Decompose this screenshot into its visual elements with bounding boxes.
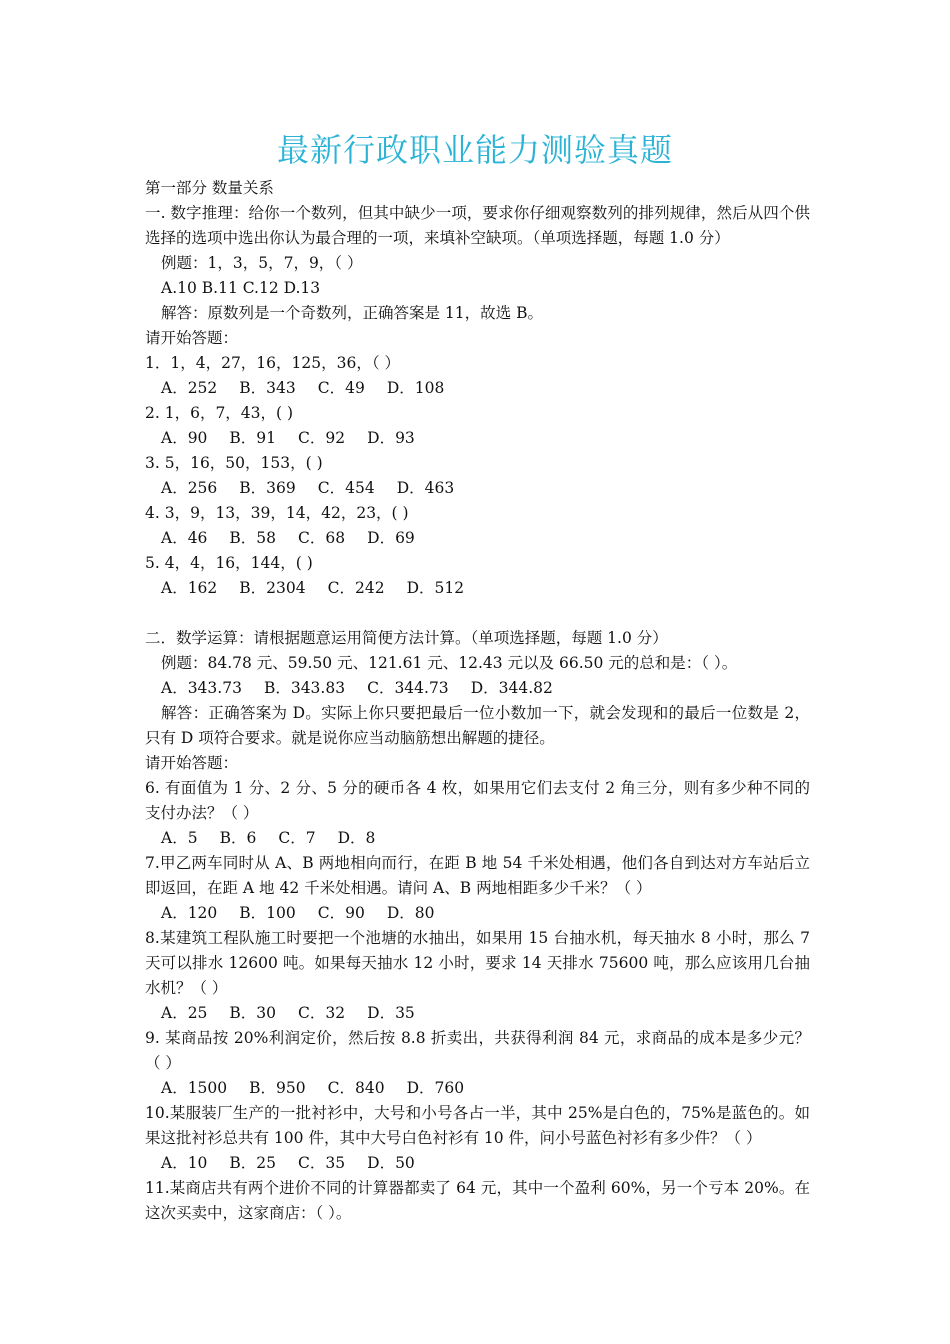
option-b: B．369 [239, 479, 296, 497]
question-9: 9. 某商品按 20%利润定价，然后按 8.8 折卖出，共获得利润 84 元，求商品的成本是多少元？（ ） [145, 1029, 810, 1072]
option-b: B．100 [239, 904, 296, 922]
part1-example: 例题：1，3，5，7，9，（ ） [161, 254, 363, 272]
option-d: D．50 [367, 1154, 415, 1172]
question-8: 8.某建筑工程队施工时要把一个池塘的水抽出，如果用 15 台抽水机，每天抽水 8 小时，那么 7 天可以排水 12600 吨。如果每天抽水 12 小时，要求 14 天排水 75600 吨，那么应该用几台抽水机？（ ） [145, 929, 810, 997]
option-a: A．256 [161, 479, 218, 497]
question-6: 6. 有面值为 1 分、2 分、5 分的硬币各 4 枚，如果用它们去支付 2 角三分，则有多少种不同的支付办法？（ ） [145, 779, 810, 822]
question-7: 7.甲乙两车同时从 A、B 两地相向而行，在距 B 地 54 千米处相遇，他们各自到达对方车站后立即返回，在距 A 地 42 千米处相遇。请问 A、B 两地相距多少千米？（ ） [145, 854, 810, 897]
option-c: C．68 [298, 529, 346, 547]
option-a: A．5 [161, 829, 198, 847]
question-10-options [145, 1151, 810, 1176]
option-d: D．463 [396, 479, 455, 497]
option-d: D．93 [367, 429, 415, 447]
part2-example-options [145, 676, 810, 701]
section-gap [145, 601, 810, 626]
question-5: 5. 4，4，16，144，( ) [145, 554, 313, 572]
option-c: C．35 [298, 1154, 346, 1172]
option-c: C．454 [317, 479, 375, 497]
option-a: A．25 [161, 1004, 208, 1022]
question-6-options [145, 826, 810, 851]
option-b: B．58 [229, 529, 277, 547]
option-b: B．91 [229, 429, 277, 447]
option-c: C．242 [327, 579, 385, 597]
option-b: B．2304 [239, 579, 306, 597]
part1-heading: 第一部分 数量关系 [145, 179, 274, 197]
part2-intro: 二．数学运算：请根据题意运用简便方法计算。（单项选择题，每题 1.0 分） [145, 629, 668, 647]
option-c: C．32 [298, 1004, 346, 1022]
part1-intro: 一. 数字推理：给你一个数列，但其中缺少一项，要求你仔细观察数列的排列规律，然后从四个供选择的选项中选出你认为最合理的一项，来填补空缺项。（单项选择题，每题 1.0 分） [145, 204, 810, 247]
document-body [145, 176, 810, 1226]
question-11: 11.某商店共有两个进价不同的计算器都卖了 64 元，其中一个盈利 60%，另一个亏本 20%。在这次买卖中，这家商店：（ ）。 [145, 1179, 810, 1222]
option-d: D．8 [337, 829, 376, 847]
option-a: A．162 [161, 579, 218, 597]
question-5-options [145, 576, 810, 601]
option-d: D．69 [367, 529, 415, 547]
option-a: A．343.73 [161, 679, 242, 697]
option-d: D．344.82 [470, 679, 553, 697]
option-b: B．343 [239, 379, 296, 397]
option-c: C．92 [298, 429, 346, 447]
part2-example: 例题：84.78 元、59.50 元、121.61 元、12.43 元以及 66.50 元的总和是：（ ）。 [161, 654, 738, 672]
option-a: A．252 [161, 379, 218, 397]
part2-example-answer: 解答：正确答案为 D。实际上你只要把最后一位小数加一下，就会发现和的最后一位数是 2，只有 D 项符合要求。就是说你应当动脑筋想出解题的捷径。 [145, 704, 810, 747]
question-4: 4. 3，9，13，39，14，42，23，( ) [145, 504, 409, 522]
option-d: D．35 [367, 1004, 415, 1022]
option-b: B．30 [229, 1004, 277, 1022]
option-c: C．49 [317, 379, 365, 397]
part1-start: 请开始答题： [145, 329, 239, 347]
option-c: C．840 [327, 1079, 385, 1097]
option-b: B．6 [219, 829, 257, 847]
part1-example-answer: 解答：原数列是一个奇数列，正确答案是 11，故选 B。 [161, 304, 543, 322]
question-7-options [145, 901, 810, 926]
option-a: A．46 [161, 529, 208, 547]
option-d: D．760 [406, 1079, 465, 1097]
option-c: C．344.73 [367, 679, 449, 697]
document-title: 最新行政职业能力测验真题 [276, 131, 673, 169]
question-8-options [145, 1001, 810, 1026]
question-4-options [145, 526, 810, 551]
question-3: 3. 5，16，50，153，( ) [145, 454, 323, 472]
option-a: A．10 [161, 1154, 208, 1172]
question-1-options [145, 376, 810, 401]
part1-example-options: A.10 B.11 C.12 D.13 [161, 279, 321, 297]
option-b: B．343.83 [263, 679, 346, 697]
option-a: A．1500 [161, 1079, 228, 1097]
option-d: D．512 [406, 579, 465, 597]
option-a: A．120 [161, 904, 218, 922]
option-d: D．108 [386, 379, 445, 397]
option-b: B．950 [249, 1079, 306, 1097]
option-b: B．25 [229, 1154, 277, 1172]
question-1: 1．1，4，27，16，125，36，（ ） [145, 354, 401, 372]
part2-start: 请开始答题： [145, 754, 239, 772]
option-d: D．80 [386, 904, 435, 922]
question-2-options [145, 426, 810, 451]
question-3-options [145, 476, 810, 501]
option-a: A．90 [161, 429, 208, 447]
question-2: 2. 1，6，7，43，( ) [145, 404, 294, 422]
question-9-options [145, 1076, 810, 1101]
option-c: C．7 [278, 829, 316, 847]
option-c: C．90 [317, 904, 365, 922]
question-10: 10.某服装厂生产的一批衬衫中，大号和小号各占一半，其中 25%是白色的，75%是蓝色的。如果这批衬衫总共有 100 件，其中大号白色衬衫有 10 件，问小号蓝色衬衫有多少件？（ ） [145, 1104, 810, 1147]
